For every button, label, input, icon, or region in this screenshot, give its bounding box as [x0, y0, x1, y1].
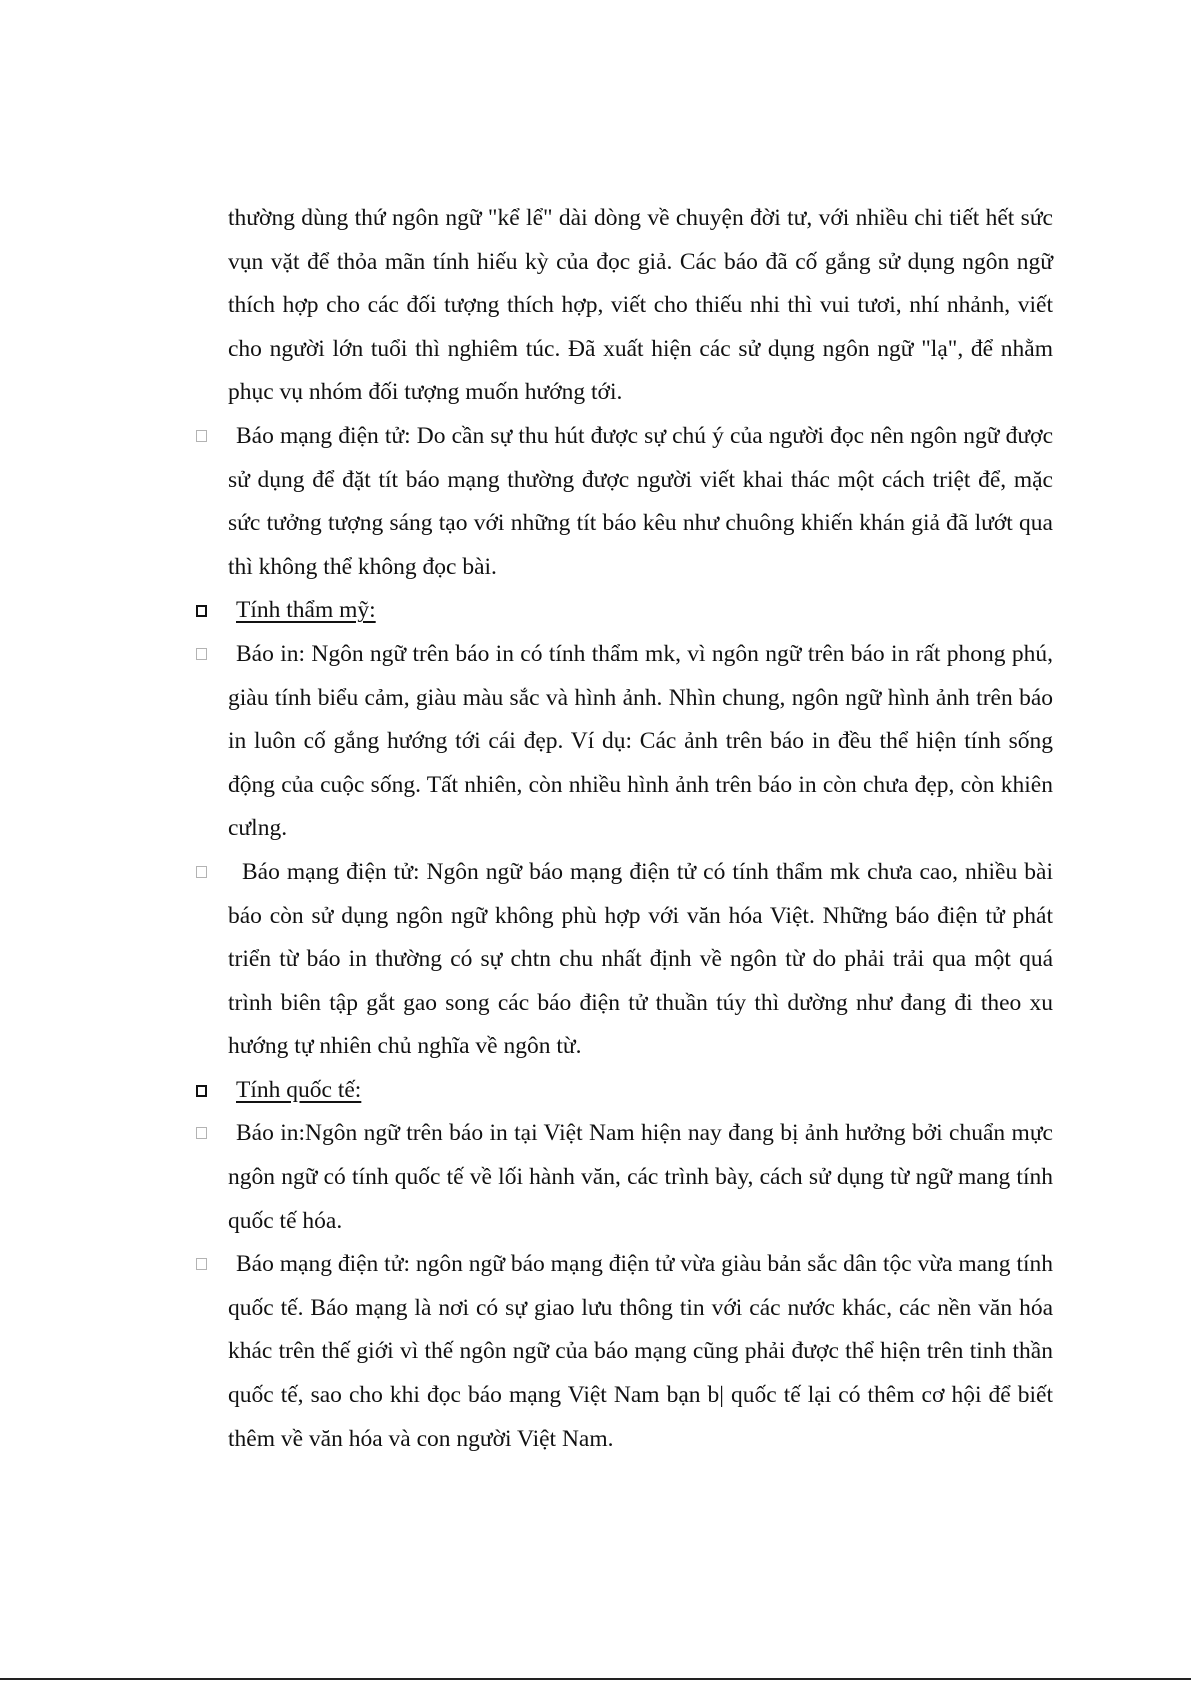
- heading-text: Tính thẩm mỹ:: [236, 597, 376, 624]
- heading-box-icon: [196, 605, 207, 617]
- bullet-box-icon: [196, 1258, 207, 1270]
- heading-line: [228, 1069, 1053, 1113]
- bullet-text: Báo mạng điện tử: Ngôn ngữ báo mạng điện tử có tính thẩm mk chưa cao, nhiều bài báo còn sử dụng ngôn ngữ không phù hợp với văn hóa Việt. Những báo điện tử phát triển từ báo in thường có sự chtn chu nhất định về ngôn từ do phải trải qua một quá trình biên tập gắt gao song các báo điện tử thuần túy thì dường như đang đi theo xu hướng tự nhiên chủ nghĩa về ngôn từ.: [228, 858, 1053, 1060]
- bullet-box-icon: [196, 866, 207, 878]
- heading-line: [228, 589, 1053, 633]
- bullet-text: Báo mạng điện tử: ngôn ngữ báo mạng điện tử vừa giàu bản sắc dân tộc vừa mang tính quốc tế. Báo mạng là nơi có sự giao lưu thông tin với các nước khác, các nền văn hóa khác trên thế giới vì thế ngôn ngữ của báo mạng cũng phải được thể hiện trên tinh thần quốc tế, sao cho khi đọc báo mạng Việt Nam bạn b| quốc tế lại có thêm cơ hội để biết thêm về văn hóa và con người Việt Nam.: [228, 1251, 1053, 1452]
- page-bottom-rule: [0, 1678, 1191, 1680]
- heading-box-icon: [196, 1085, 207, 1097]
- heading-text: Tính quốc tế:: [236, 1076, 362, 1103]
- bullet-online-headlines: [0, 415, 1191, 589]
- bullet-box-icon: [196, 1127, 207, 1139]
- bullet-online-international: [0, 1243, 1191, 1461]
- section-heading-international: [0, 1069, 1191, 1113]
- bullet-box-icon: [196, 648, 207, 660]
- bullet-online-aesthetic: [0, 851, 1191, 1069]
- section-heading-aesthetic: [0, 589, 1191, 633]
- bullet-box-icon: [196, 430, 207, 442]
- intro-text: thường dùng thứ ngôn ngữ "kể lể" dài dòng về chuyện đời tư, với nhiều chi tiết hết sức vụn vặt để thỏa mãn tính hiếu kỳ của đọc giả. Các báo đã cố gắng sử dụng ngôn ngữ thích hợp cho các đối tượng thích hợp, viết cho thiếu nhi thì vui tươi, nhí nhảnh, viết cho người lớn tuổi thì nghiêm túc. Đã xuất hiện các sử dụng ngôn ngữ "lạ", để nhằm phục vụ nhóm đối tượng muốn hướng tới.: [228, 205, 1053, 406]
- bullet-print-aesthetic: [0, 633, 1191, 851]
- document-body: [0, 197, 1191, 1461]
- bullet-text: Báo mạng điện tử: Do cần sự thu hút được sự chú ý của người đọc nên ngôn ngữ được sử dụng để đặt tít báo mạng thường được người viết khai thác một cách triệt để, mặc sức tưởng tượng sáng tạo với những tít báo kêu như chuông khiến khán giả đã lướt qua thì không thể không đọc bài.: [228, 422, 1053, 580]
- bullet-text: Báo in:Ngôn ngữ trên báo in tại Việt Nam hiện nay đang bị ảnh hưởng bởi chuẩn mực ngôn ngữ có tính quốc tế về lối hành văn, các trình bày, cách sử dụng từ ngữ mang tính quốc tế hóa.: [228, 1120, 1053, 1234]
- bullet-text: Báo in: Ngôn ngữ trên báo in có tính thẩm mk, vì ngôn ngữ trên báo in rất phong phú, giàu tính biểu cảm, giàu màu sắc và hình ảnh. Nhìn chung, ngôn ngữ hình ảnh trên báo in luôn cố gắng hướng tới cái đẹp. Ví dụ: Các ảnh trên báo in đều thể hiện tính sống động của cuộc sống. Tất nhiên, còn nhiều hình ảnh trên báo in còn chưa đẹp, còn khiên cưlng.: [228, 640, 1053, 842]
- intro-paragraph: [0, 197, 1191, 415]
- bullet-print-international: [0, 1112, 1191, 1243]
